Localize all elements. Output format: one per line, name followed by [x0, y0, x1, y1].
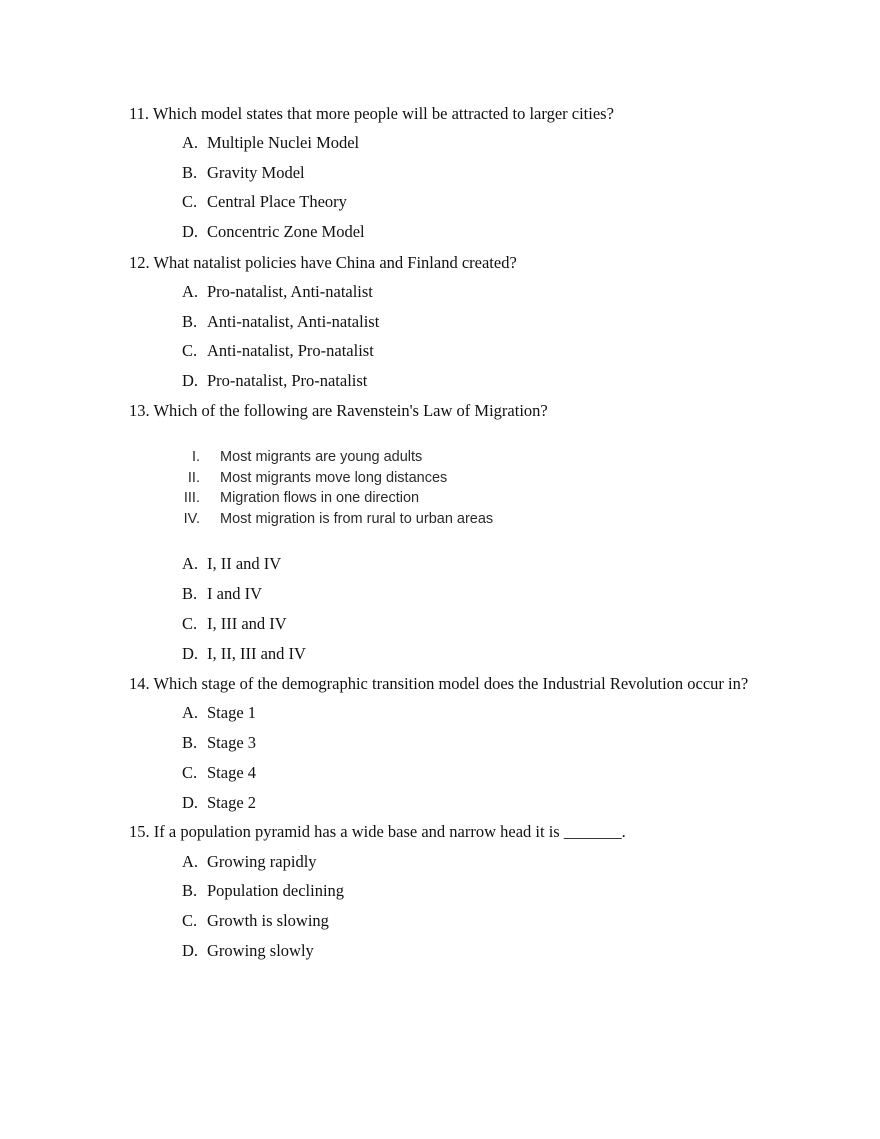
- statement-item: [176, 509, 493, 530]
- option-15-c: [182, 911, 329, 931]
- option-letter: C.: [182, 614, 198, 633]
- option-text: Multiple Nuclei Model: [207, 133, 360, 152]
- question-11: [129, 104, 614, 124]
- statement-item: [176, 447, 493, 468]
- option-14-c: [182, 763, 256, 783]
- option-letter: A.: [182, 554, 199, 573]
- option-letter: C.: [182, 341, 198, 360]
- option-12-d: [182, 371, 367, 391]
- option-text: Stage 3: [207, 733, 257, 752]
- option-14-a: [182, 703, 256, 723]
- question-14: [129, 674, 748, 694]
- option-text: Growing rapidly: [207, 852, 317, 871]
- statement-numeral: IV.: [183, 510, 200, 527]
- question-text: Which stage of the demographic transition model does the Industrial Revolution occur in?: [153, 674, 749, 693]
- option-letter: D.: [182, 371, 199, 390]
- option-12-c: [182, 341, 374, 361]
- option-letter: D.: [182, 941, 199, 960]
- option-letter: B.: [182, 312, 198, 331]
- question-13: [129, 401, 548, 421]
- option-letter: B.: [182, 733, 198, 752]
- question-number: 15.: [129, 822, 150, 841]
- question-text: If a population pyramid has a wide base and narrow head it is _______.: [153, 822, 626, 841]
- option-text: Central Place Theory: [207, 192, 347, 211]
- option-letter: B.: [182, 584, 198, 603]
- option-text: Pro-natalist, Anti-natalist: [207, 282, 373, 301]
- option-13-a: [182, 554, 281, 574]
- option-text: I, III and IV: [207, 614, 287, 633]
- option-14-b: [182, 733, 256, 753]
- question-number: 11.: [129, 104, 150, 123]
- option-15-a: [182, 852, 317, 872]
- option-11-c: [182, 192, 347, 212]
- option-12-b: [182, 312, 379, 332]
- option-letter: D.: [182, 793, 199, 812]
- option-text: Stage 1: [207, 703, 257, 722]
- option-11-a: [182, 133, 359, 153]
- option-15-d: [182, 941, 314, 961]
- option-letter: B.: [182, 881, 198, 900]
- option-12-a: [182, 282, 373, 302]
- option-text: Growing slowly: [207, 941, 314, 960]
- option-letter: C.: [182, 763, 198, 782]
- statement-item: [176, 468, 493, 489]
- option-11-d: [182, 222, 365, 242]
- statement-text: Most migrants move long distances: [220, 469, 448, 486]
- option-13-d: [182, 644, 306, 664]
- option-14-d: [182, 793, 256, 813]
- option-13-b: [182, 584, 262, 604]
- statement-text: Most migration is from rural to urban areas: [220, 510, 494, 527]
- option-letter: A.: [182, 282, 199, 301]
- option-text: I, II, III and IV: [207, 644, 306, 663]
- option-text: I and IV: [207, 584, 262, 603]
- option-text: Population declining: [207, 881, 345, 900]
- question-number: 14.: [129, 674, 150, 693]
- statement-numeral: III.: [183, 490, 200, 506]
- option-letter: D.: [182, 222, 199, 241]
- statement-text: Migration flows in one direction: [220, 490, 420, 506]
- question-text: Which model states that more people will be attracted to larger cities?: [152, 104, 614, 123]
- question-text: What natalist policies have China and Finland created?: [153, 253, 517, 272]
- option-text: Pro-natalist, Pro-natalist: [207, 371, 368, 390]
- option-text: Stage 2: [207, 793, 257, 812]
- option-11-b: [182, 163, 305, 183]
- option-text: Gravity Model: [207, 163, 305, 182]
- statement-numeral: II.: [187, 469, 200, 486]
- option-13-c: [182, 614, 287, 634]
- question-number: 12.: [129, 253, 150, 272]
- option-letter: C.: [182, 192, 198, 211]
- statement-item: [176, 488, 493, 509]
- question-number: 13.: [129, 401, 150, 420]
- option-letter: B.: [182, 163, 198, 182]
- statement-numeral: I.: [191, 449, 200, 465]
- option-text: Anti-natalist, Anti-natalist: [207, 312, 380, 331]
- option-text: Concentric Zone Model: [207, 222, 365, 241]
- question-15: [129, 822, 626, 842]
- ravenstein-statements: [176, 447, 493, 529]
- question-12: [129, 253, 517, 273]
- question-text: Which of the following are Ravenstein's Law of Migration?: [153, 401, 548, 420]
- option-letter: A.: [182, 133, 199, 152]
- statement-text: Most migrants are young adults: [220, 449, 423, 465]
- option-letter: D.: [182, 644, 199, 663]
- option-text: Stage 4: [207, 763, 257, 782]
- option-letter: A.: [182, 703, 199, 722]
- option-15-b: [182, 881, 344, 901]
- option-letter: A.: [182, 852, 199, 871]
- option-text: Anti-natalist, Pro-natalist: [207, 341, 374, 360]
- option-text: Growth is slowing: [207, 911, 329, 930]
- option-letter: C.: [182, 911, 198, 930]
- option-text: I, II and IV: [207, 554, 282, 573]
